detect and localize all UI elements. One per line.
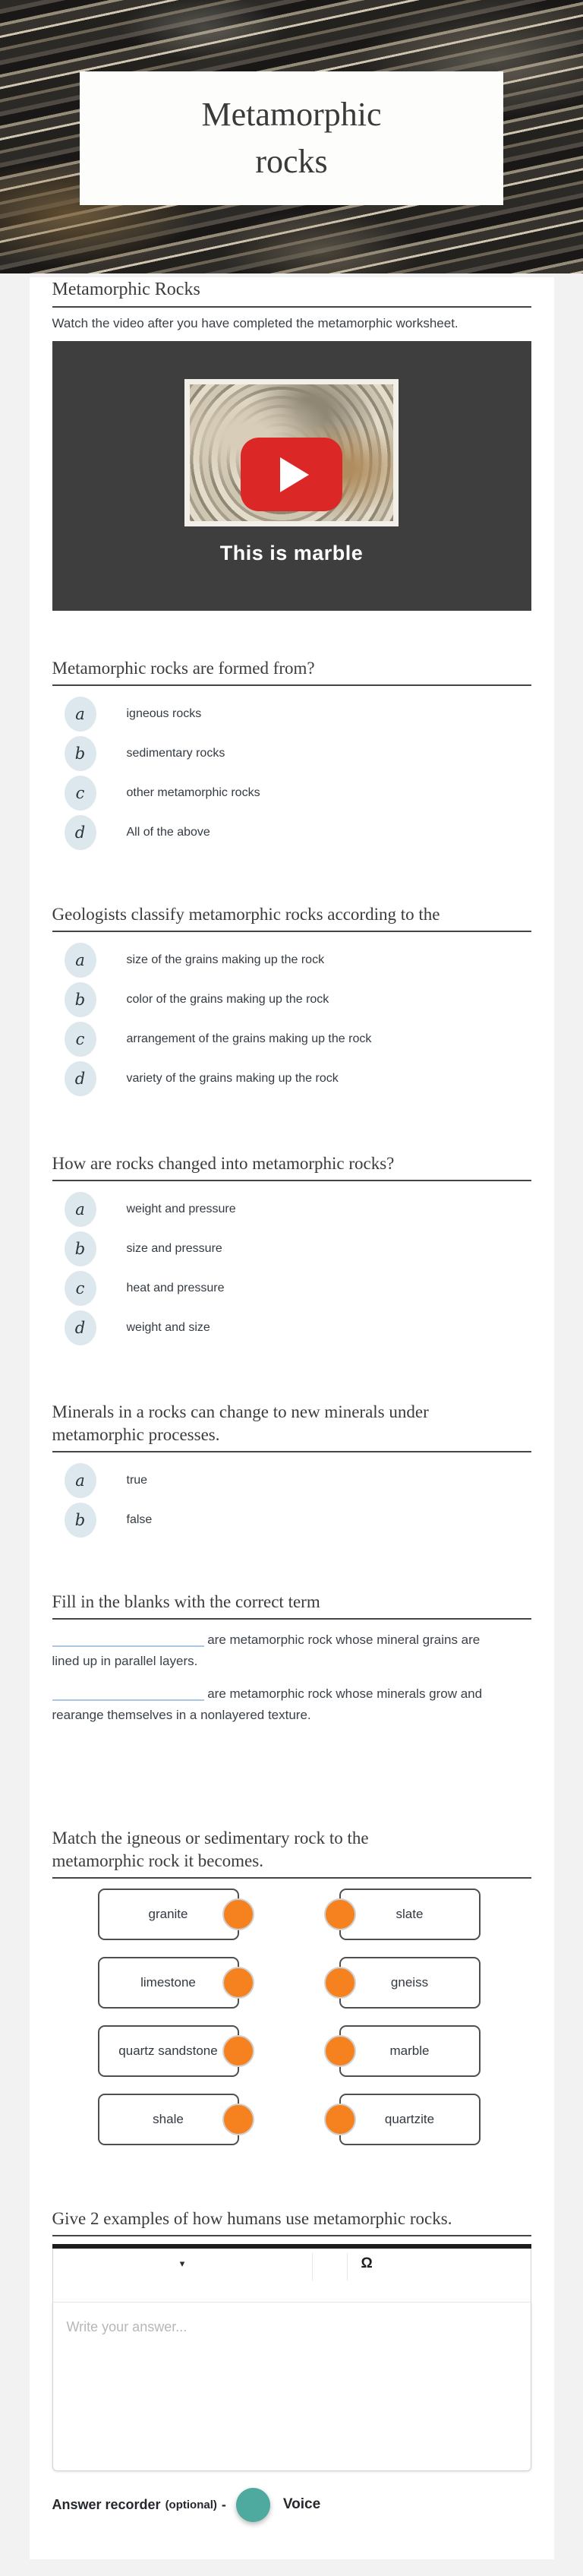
fill-sentence-text: rearange themselves in a nonlayered texture. — [52, 1708, 311, 1722]
options-list — [52, 697, 531, 850]
fill-sentence-2 — [52, 1683, 526, 1726]
match-label: marble — [389, 2043, 430, 2058]
fill-blank-input-2[interactable] — [52, 1683, 204, 1701]
omega-icon: Ω — [361, 2255, 373, 2271]
options-list — [52, 1192, 531, 1345]
section-divider — [52, 931, 531, 932]
fill-in-blanks-section — [52, 1591, 531, 1726]
option-letter-badge: d — [65, 1061, 96, 1096]
question-3 — [52, 1152, 531, 1345]
option-label: size and pressure — [126, 1242, 222, 1255]
section-heading-intro: Metamorphic Rocks — [52, 280, 200, 299]
option-letter-badge: b — [65, 1231, 96, 1266]
option-letter-badge: b — [65, 736, 96, 771]
question-heading-text: Minerals in a rocks can change to new minerals under — [52, 1402, 429, 1421]
option-c[interactable] — [52, 1022, 531, 1057]
option-d[interactable] — [52, 1310, 531, 1345]
worksheet-card — [30, 277, 554, 2559]
matching-rows — [52, 1889, 531, 2145]
answer-recorder-dash: - — [221, 2496, 226, 2512]
option-a[interactable] — [52, 1463, 531, 1498]
question-heading — [52, 1152, 531, 1175]
voice-label: Voice — [282, 2496, 321, 2512]
section-divider — [52, 306, 531, 308]
fill-sentence-1 — [52, 1629, 526, 1672]
toolbar-spacer — [313, 2249, 347, 2302]
page-title — [80, 71, 503, 205]
question-heading-text: Metamorphic rocks are formed from? — [52, 659, 315, 678]
question-heading-text: Match the igneous or sedimentary rock to the — [52, 1828, 369, 1847]
option-label: heat and pressure — [126, 1282, 225, 1294]
editor-toolbar — [52, 2249, 531, 2303]
match-right-slate — [339, 1889, 481, 1940]
section-divider — [52, 1180, 531, 1181]
matching-row-2 — [52, 1957, 531, 2009]
match-label: limestone — [140, 1975, 196, 1990]
match-connector-dot[interactable] — [222, 1898, 254, 1930]
option-letter-badge: d — [65, 815, 96, 850]
match-connector-dot[interactable] — [324, 1898, 356, 1930]
match-left-granite — [98, 1889, 239, 1940]
option-label: size of the grains making up the rock — [126, 953, 325, 966]
option-label: igneous rocks — [126, 707, 202, 720]
open-response-section — [52, 2208, 531, 2471]
answer-text-area[interactable] — [53, 2303, 531, 2470]
option-letter-badge: d — [65, 1310, 96, 1345]
match-label: quartzite — [384, 2112, 435, 2126]
fill-sentence-text: lined up in parallel layers. — [52, 1654, 198, 1668]
match-label: shale — [153, 2112, 184, 2126]
question-heading — [52, 1827, 531, 1873]
match-connector-dot[interactable] — [222, 2103, 254, 2135]
question-heading-text: How are rocks changed into metamorphic rocks? — [52, 1154, 395, 1173]
question-heading — [52, 1591, 531, 1614]
font-dropdown[interactable] — [53, 2249, 312, 2302]
question-heading-text: metamorphic rock it becomes. — [52, 1851, 263, 1870]
section-divider — [52, 684, 531, 686]
chevron-down-icon: ▾ — [179, 2258, 185, 2269]
question-heading-text: Fill in the blanks with the correct term — [52, 1592, 320, 1611]
option-label: weight and size — [126, 1321, 210, 1334]
match-connector-dot[interactable] — [324, 2103, 356, 2135]
option-label: color of the grains making up the rock — [126, 993, 329, 1006]
match-left-quartz-sandstone — [98, 2025, 239, 2077]
rich-text-editor — [52, 2244, 531, 2471]
option-a[interactable] — [52, 697, 531, 732]
header-rock-banner — [0, 0, 583, 273]
fill-sentence-text: are metamorphic rock whose mineral grains are — [203, 1633, 481, 1647]
intro-text: Watch the video after you have completed the metamorphic worksheet. — [52, 316, 459, 330]
option-letter-badge: a — [65, 1192, 96, 1227]
option-letter-badge: c — [65, 1022, 96, 1057]
options-list — [52, 1463, 531, 1538]
match-right-gneiss — [339, 1957, 481, 2009]
section-divider — [52, 2235, 531, 2236]
answer-recorder-label: Answer recorder — [52, 2496, 161, 2512]
match-right-marble — [339, 2025, 481, 2077]
matching-section — [52, 1827, 531, 2145]
matching-row-4 — [52, 2094, 531, 2145]
option-letter-badge: a — [65, 1463, 96, 1498]
option-label: true — [126, 1474, 148, 1487]
match-left-limestone — [98, 1957, 239, 2009]
question-heading-text: Geologists classify metamorphic rocks according to the — [52, 905, 440, 924]
matching-row-1 — [52, 1889, 531, 1940]
option-label: weight and pressure — [126, 1203, 236, 1215]
match-right-quartzite — [339, 2094, 481, 2145]
option-label: All of the above — [126, 826, 210, 839]
match-connector-dot[interactable] — [324, 2035, 356, 2067]
question-heading — [52, 2208, 531, 2230]
match-label: quartz sandstone — [118, 2043, 218, 2058]
special-character-button[interactable] — [348, 2249, 531, 2302]
video-player[interactable] — [52, 341, 531, 611]
option-b[interactable] — [52, 1503, 531, 1538]
match-connector-dot[interactable] — [222, 2035, 254, 2067]
option-b[interactable] — [52, 982, 531, 1017]
option-letter-badge: b — [65, 982, 96, 1017]
option-label: arrangement of the grains making up the rock — [126, 1032, 372, 1045]
question-heading-text: metamorphic processes. — [52, 1425, 220, 1444]
option-letter-badge: c — [65, 776, 96, 811]
option-a[interactable] — [52, 1192, 531, 1227]
question-2 — [52, 903, 531, 1096]
page-title-line1: Metamorphic — [201, 96, 382, 133]
question-heading — [52, 657, 531, 680]
answer-recorder-row — [52, 2487, 531, 2522]
option-letter-badge: c — [65, 1271, 96, 1306]
youtube-play-button[interactable] — [241, 438, 342, 511]
section-divider — [52, 1618, 531, 1620]
fill-blank-input-1[interactable] — [52, 1629, 204, 1647]
match-label: gneiss — [390, 1975, 429, 1990]
question-heading — [52, 1401, 531, 1446]
section-divider — [52, 1451, 531, 1452]
question-1 — [52, 657, 531, 850]
answer-text-area-wrap — [52, 2303, 531, 2471]
fill-sentence-text: are metamorphic rock whose minerals grow and — [203, 1686, 483, 1701]
matching-row-3 — [52, 2025, 531, 2077]
option-c[interactable] — [52, 1271, 531, 1306]
option-a[interactable] — [52, 943, 531, 978]
match-left-shale — [98, 2094, 239, 2145]
option-label: false — [126, 1513, 153, 1526]
match-label: granite — [148, 1907, 188, 1921]
question-4 — [52, 1401, 531, 1538]
option-label: sedimentary rocks — [126, 747, 225, 760]
answer-recorder-optional: (optional) — [165, 2498, 217, 2511]
option-label: variety of the grains making up the rock — [126, 1072, 339, 1085]
option-label: other metamorphic rocks — [126, 786, 260, 799]
voice-record-button[interactable] — [236, 2488, 270, 2522]
option-b[interactable] — [52, 736, 531, 771]
section-divider — [52, 1877, 531, 1879]
match-connector-dot[interactable] — [222, 1967, 254, 1999]
question-heading-text: Give 2 examples of how humans use metamorphic rocks. — [52, 2209, 452, 2228]
options-list — [52, 943, 531, 1096]
question-heading — [52, 903, 531, 926]
option-d[interactable] — [52, 1061, 531, 1096]
option-d[interactable] — [52, 815, 531, 850]
option-b[interactable] — [52, 1231, 531, 1266]
page-title-line2: rocks — [255, 143, 328, 180]
video-caption: This is marble — [219, 542, 364, 564]
option-c[interactable] — [52, 776, 531, 811]
match-connector-dot[interactable] — [324, 1967, 356, 1999]
match-label: slate — [395, 1907, 424, 1921]
option-letter-badge: a — [65, 697, 96, 732]
play-icon — [280, 457, 309, 492]
option-letter-badge: a — [65, 943, 96, 978]
option-letter-badge: b — [65, 1503, 96, 1538]
